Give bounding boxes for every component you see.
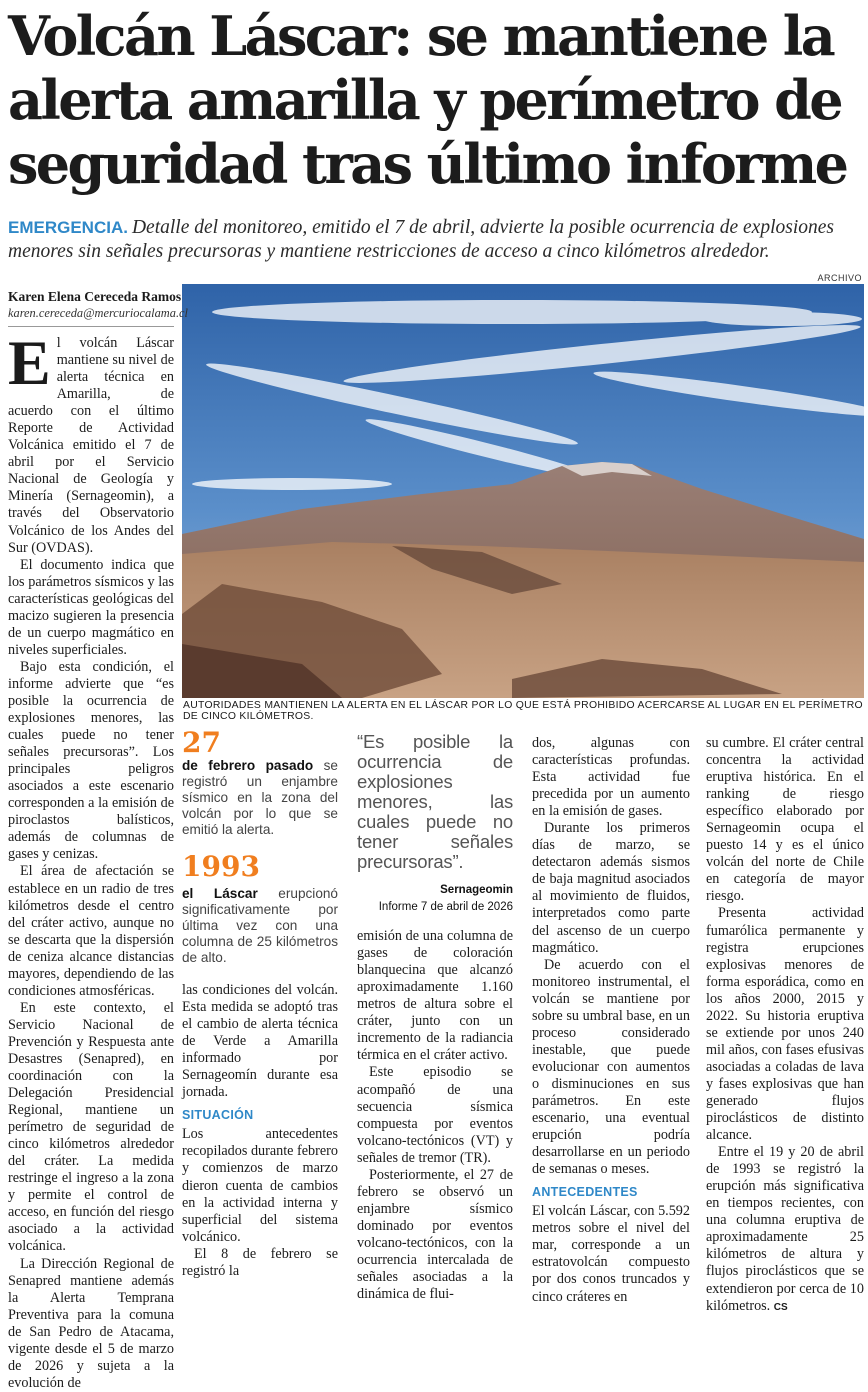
article-paragraph: Entre el 19 y 20 de abril de 1993 se registró la erupción más significativa en tiempos recientes, con una columna eruptiva de aproximadamente 25 kilómetros de altura y flujos piroclásticos que se extendieron por cerca de 10 kilómetros. CS [706, 1144, 864, 1314]
article-paragraph: Durante los primeros días de marzo, se detectaron además sismos de baja magnitud asociados al movimiento de fluidos, interpretados como parte del ascenso de un cuerpo magmático. [532, 820, 690, 956]
headline: Volcán Láscar: se mantiene la alerta amarilla y perímetro de seguridad tras último informe [8, 4, 847, 196]
article-paragraph: El volcán Láscar mantiene su nivel de alerta técnica en Amarilla, de acuerdo con el último Reporte de Actividad Volcánica emitido el 7 de abril por el Servicio Nacional de Geología y Minería (Sernageomin), a través del Observatorio Volcánico de los Andes del Sur (OVDAS). [8, 327, 174, 556]
stat-number: 1993 [182, 850, 260, 883]
article-paragraph: dos, algunas con características profundas. Esta actividad fue precedida por un aumento en la emisión de gases. [532, 735, 690, 820]
stat-box-27 [182, 728, 338, 838]
article-column-5 [706, 735, 864, 1316]
byline-email[interactable]: karen.cereceda@mercuriocalama.cl [8, 306, 188, 320]
photo-credit: ARCHIVO [817, 273, 862, 283]
photo-caption: AUTORIDADES MANTIENEN LA ALERTA EN EL LÁSCAR POR LO QUE ESTÁ PROHIBIDO ACERCARSE AL LUGAR EN EL PERÍMETRO DE CINCO KILÓMETROS. [183, 700, 863, 722]
article-column-3 [357, 732, 513, 1303]
stat-text: de febrero pasado se registró un enjambre sísmico en la zona del volcán por lo que se emitió la alerta. [182, 758, 338, 837]
article-paragraph: De acuerdo con el monitoreo instrumental, el volcán se mantiene por sobre su umbral base, en un proceso considerado inestable, que puede evolucionar con aumentos o disminuciones en sus parámetros. En este escenario, una eventual erupción podría desarrollarse en un periodo de semanas o meses. [532, 956, 690, 1178]
article-paragraph: su cumbre. El cráter central concentra la actividad eruptiva histórica. En el ranking de riesgo específico elaborado por Sernageomin ocupa el puesto 14 y es el único volcán del norte de Chile en categoría de mayor riesgo. [706, 735, 864, 905]
section-heading-antecedentes: ANTECEDENTES [532, 1185, 638, 1200]
article-paragraph: La Dirección Regional de Senapred mantiene además la Alerta Temprana Preventiva para la comuna de San Pedro de Atacama, vigente desde el 5 de marzo de 2026 y sujeta a la evolución de [8, 1255, 174, 1391]
quote-source: Sernageomin Informe 7 de abril de 2026 [378, 884, 513, 914]
dropcap: E [8, 327, 51, 398]
byline-author: Karen Elena Cereceda Ramos [8, 289, 182, 304]
stat-box-1993 [182, 852, 338, 966]
article-paragraph: Este episodio se acompañó de una secuencia sísmica compuesta por eventos volcano-tectónicos (VT) y señales de tremor (TR). [357, 1064, 513, 1166]
article-paragraph: El volcán Láscar, con 5.592 metros sobre el nivel del mar, corresponde a un estratovolcán compuesto por dos conos truncados y cinco cráteres en [532, 1203, 690, 1305]
article-column-4 [532, 735, 690, 1306]
article-paragraph: las condiciones del volcán. Esta medida se adoptó tras el cambio de alerta técnica de Verde a Amarilla informado por Sernageomín durante esa jornada. [182, 982, 338, 1101]
article-paragraph: El 8 de febrero se registró la [182, 1245, 338, 1279]
article-column-2 [182, 728, 338, 1280]
article-paragraph: El área de afectación se establece en un radio de tres kilómetros desde el centro del cráter activo, aunque no se descarta que la dispersión de ceniza alcance distancias mayores, dependiendo de las condiciones atmosféricas. [8, 863, 174, 999]
article-column-1 [8, 327, 174, 1392]
article-paragraph: Posteriormente, el 27 de febrero se observó un enjambre sísmico dominado por eventos volcano-tectónicos, con la ocurrencia intercalada de señales asociadas a la dinámica de flui- [357, 1166, 513, 1303]
pull-quote: “Es posible la ocurrencia de explosiones menores, las cuales puede no tener señales precursoras”. [357, 731, 513, 872]
article-paragraph: El documento indica que los parámetros sísmicos y las características geológicas del macizo sugieren la presencia de un cuerpo magmático en niveles superficiales. [8, 556, 174, 658]
article-paragraph: Bajo esta condición, el informe advierte que “es posible la ocurrencia de explosiones menores, las cuales puede no tener señales precursoras”. Los principales peligros asociados a este escenario corresponden a la emisión de piroclastos balísticos, además de columnas de gases y cenizas. [8, 658, 174, 863]
lead-kicker: EMERGENCIA. [8, 218, 128, 237]
article-paragraph: Presenta actividad fumarólica permanente y registra erupciones explosivas menores de forma esporádica, como en los años 2000, 2015 y 2022. Su historia eruptiva se extiende por unos 240 mil años, con fases efusivas asociadas a coladas de lava y fases explosivas que han generado flujos piroclásticos de distinto alcance. [706, 905, 864, 1144]
lead-paragraph [8, 216, 860, 264]
article-paragraph: En este contexto, el Servicio Nacional de Prevención y Respuesta ante Desastres (Senapred), en coordinación con la Delegación Presidencial Regional, mantiene un perímetro de seguridad de cinco kilómetros alrededor del cráter. La medida restringe el ingreso a la zona y permite el control de acceso, en función del riesgo asociado a la actividad volcánica. [8, 999, 174, 1255]
volcano-photo [182, 284, 864, 698]
end-mark: CS [773, 1301, 788, 1313]
article-paragraph: Los antecedentes recopilados durante febrero y comienzos de marzo dieron cuenta de cambios en la actividad interna y superficial del sistema volcánico. [182, 1126, 338, 1245]
stat-number: 27 [182, 726, 221, 759]
article-paragraph: emisión de una columna de gases de coloración blanquecina que alcanzó aproximadamente 1.160 metros de altura sobre el cráter, junto con un incremento de la radiancia térmica en el cráter activo. [357, 928, 513, 1064]
section-heading-situacion: SITUACIÓN [182, 1108, 254, 1123]
lead-text: Detalle del monitoreo, emitido el 7 de abril, advierte la posible ocurrencia de explosiones menores sin señales precursoras y mantiene restricciones de acceso a cinco kilómetros alrededor. [8, 217, 834, 262]
stat-text: el Láscar erupcionó significativamente por última vez con una columna de 25 kilómetros de alto. [182, 886, 338, 965]
